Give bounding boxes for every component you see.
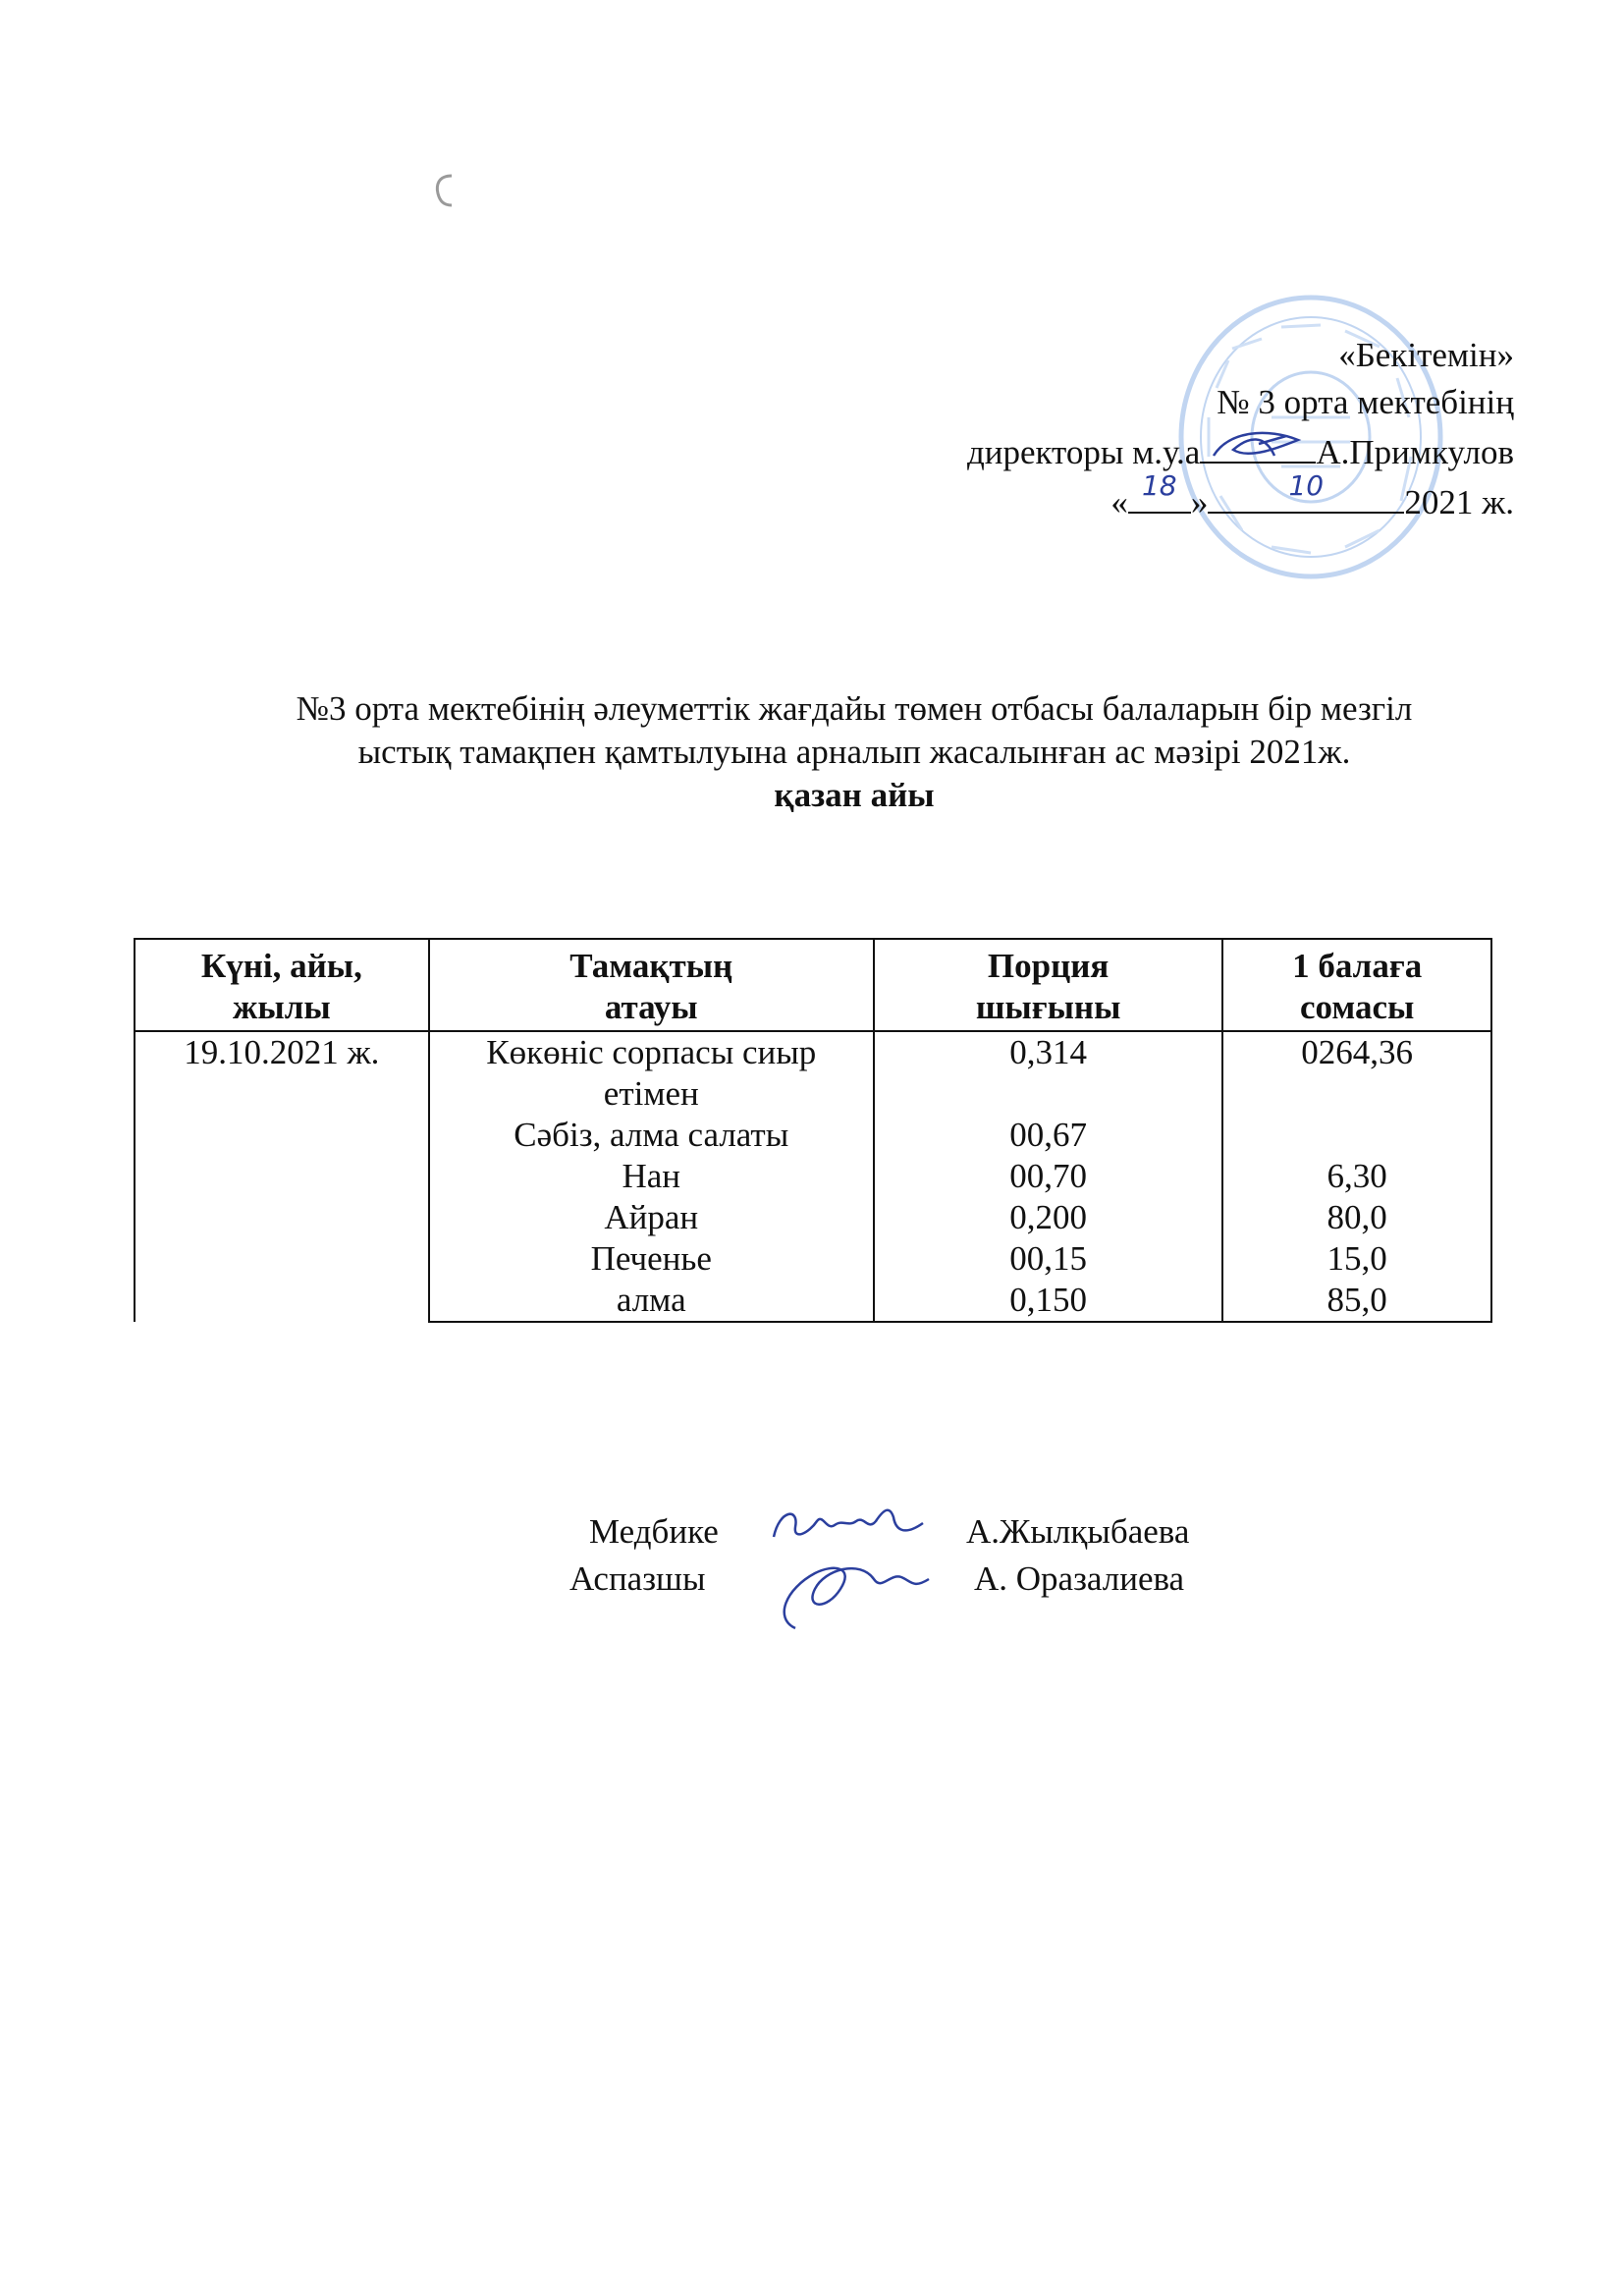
cell-sum — [1222, 1115, 1491, 1156]
nurse-role: Медбике — [589, 1512, 719, 1551]
cell-dish: Айран — [429, 1197, 874, 1238]
approval-school: № 3 орта мектебінің — [1217, 383, 1514, 421]
cell-sum: 6,30 — [1222, 1156, 1491, 1197]
cell-portion: 0,150 — [874, 1280, 1222, 1322]
approval-title: «Бекітемін» — [1338, 336, 1514, 374]
date-month-blank — [1208, 469, 1404, 514]
table-row — [135, 1031, 1491, 1115]
date-day: 18 — [1141, 469, 1177, 502]
approval-director-line — [967, 426, 1514, 476]
document-heading — [216, 687, 1492, 817]
heading-line-1: №3 орта мектебінің әлеуметтік жағдайы төмен отбасы балаларын бір мезгіл — [296, 689, 1413, 728]
table-header-row — [135, 939, 1491, 1031]
approval-director-name: А.Примкулов — [1316, 433, 1514, 471]
cell-portion: 00,15 — [874, 1238, 1222, 1280]
date-year: 2021 ж. — [1404, 483, 1514, 521]
nurse-name: А.Жылқыбаева — [966, 1512, 1190, 1551]
menu-table — [134, 938, 1492, 1323]
cell-dish: Көкөніс сорпасы сиыр етімен — [429, 1031, 874, 1115]
cell-portion: 0,314 — [874, 1031, 1222, 1115]
header-date: Күні, айы, жылы — [135, 939, 429, 1031]
cook-name: А. Оразалиева — [974, 1559, 1185, 1598]
cell-sum: 80,0 — [1222, 1197, 1491, 1238]
header-sum: 1 балаға сомасы — [1222, 939, 1491, 1031]
header-dish: Тамақтың атауы — [429, 939, 874, 1031]
cell-sum: 0264,36 — [1222, 1031, 1491, 1115]
cell-dish: Печенье — [429, 1238, 874, 1280]
approval-director-prefix: директоры м.у.а — [966, 433, 1201, 471]
cell-sum: 15,0 — [1222, 1238, 1491, 1280]
director-signature — [1200, 426, 1316, 465]
cell-dish: Сәбіз, алма салаты — [429, 1115, 874, 1156]
nurse-signature — [766, 1498, 933, 1557]
heading-line-2: ыстық тамақпен қамтылуына арналып жасалынған ас мәзірі 2021ж. — [357, 733, 1351, 771]
director-signature-blank — [1200, 426, 1316, 464]
approval-block — [967, 332, 1514, 526]
header-portion: Порция шығыны — [874, 939, 1222, 1031]
cell-portion: 00,67 — [874, 1115, 1222, 1156]
cook-signature — [766, 1550, 943, 1638]
scan-artifact-mark — [432, 172, 460, 211]
cell-sum: 85,0 — [1222, 1280, 1491, 1322]
cell-dish: Нан — [429, 1156, 874, 1197]
date-day-blank — [1128, 469, 1191, 514]
approval-date-line — [967, 469, 1514, 526]
cell-portion: 0,200 — [874, 1197, 1222, 1238]
cell-date: 19.10.2021 ж. — [135, 1031, 429, 1322]
cook-role: Аспазшы — [569, 1559, 706, 1598]
date-month: 10 — [1288, 469, 1325, 502]
date-open-quote: « — [1110, 483, 1128, 521]
cell-dish: алма — [429, 1280, 874, 1322]
date-close-quote: » — [1190, 483, 1209, 521]
cell-portion: 00,70 — [874, 1156, 1222, 1197]
heading-month: қазан айы — [774, 776, 935, 814]
